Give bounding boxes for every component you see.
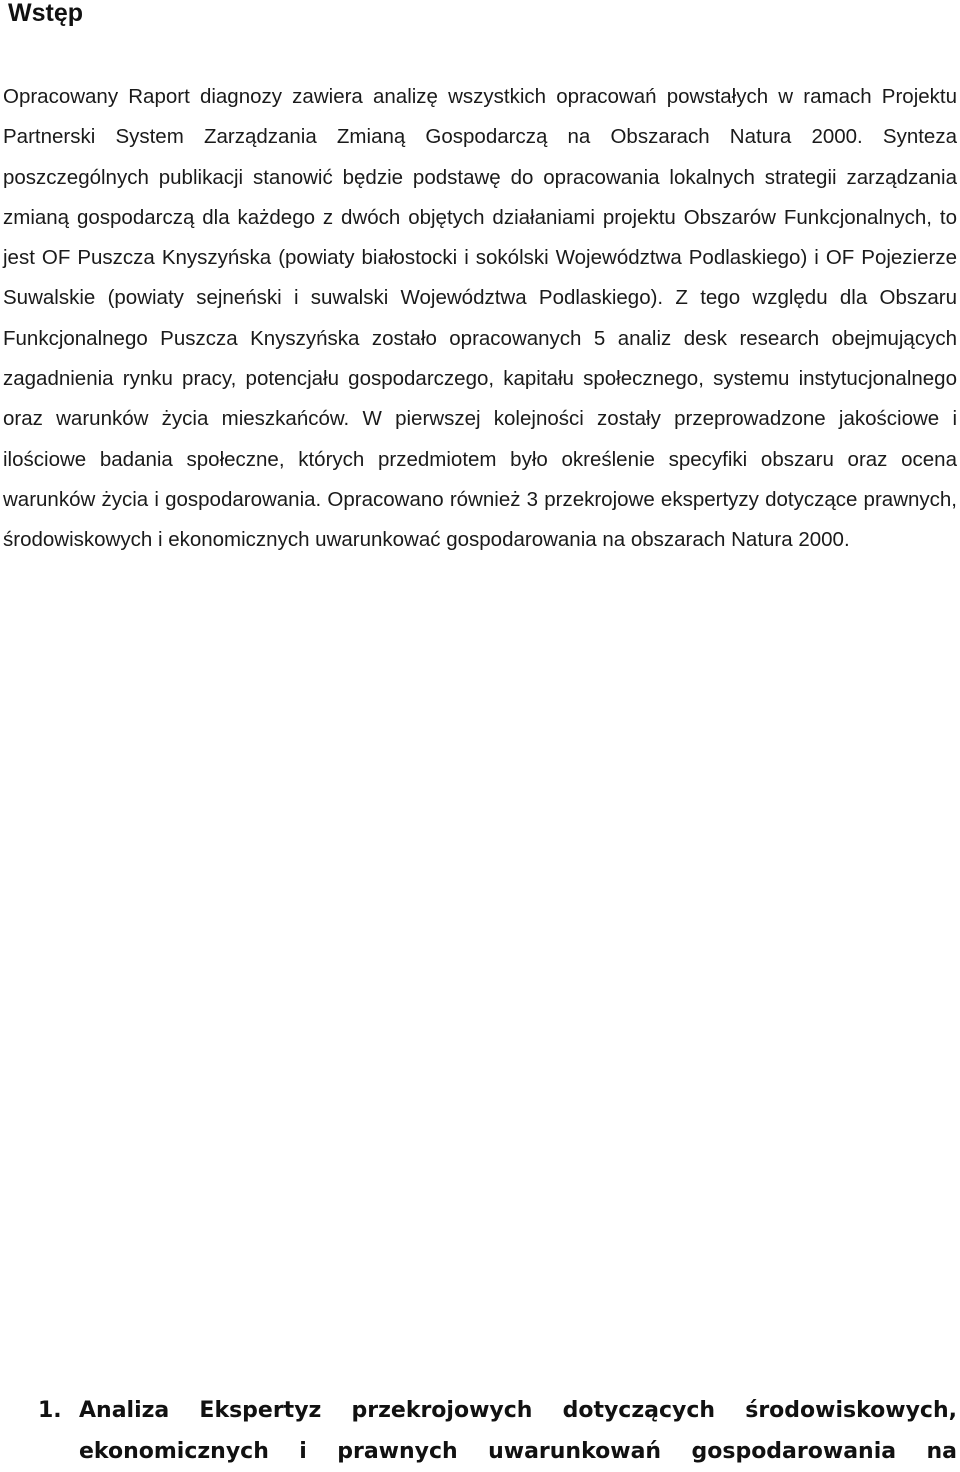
intro-paragraph: Opracowany Raport diagnozy zawiera analizę wszystkich opracowań powstałych w ramach Projektu Partnerski System Zarządzania Zmianą Gospodarczą na Obszarach Natura 2000. Synteza poszczególnych publikacji stanowić będzie podstawę do opracowania lokalnych strategii zarządzania zmianą gospodarczą dla każdego z dwóch objętych działaniami projektu Obszarów Funkcjonalnych, to jest OF Puszcza Knyszyńska (powiaty białostocki i sokólski Województwa Podlaskiego) i OF Pojezierze Suwalskie (powiaty sejneński i suwalski Województwa Podlaskiego). Z tego względu dla Obszaru Funkcjonalnego Puszcza Knyszyńska zostało opracowanych 5 analiz desk research obejmujących zagadnienia rynku pracy, potencjału gospodarczego, kapitału społecznego, systemu instytucjonalnego oraz warunków życia mieszkańców. W pierwszej kolejności zostały przeprowadzone jakościowe i ilościowe badania społeczne, których przedmiotem było określenie specyfiki obszaru oraz ocena warunków życia i gospodarowania. Opracowano również 3 przekrojowe ekspertyzy dotyczące prawnych, środowiskowych i ekonomicznych uwarunkować gospodarowania na obszarach Natura 2000. xyxy=(3,85,957,552)
section-number: 1. xyxy=(38,1398,62,1423)
section-heading xyxy=(38,1390,957,1472)
page-heading: Wstęp xyxy=(8,0,83,27)
section-title: Analiza Ekspertyz przekrojowych dotyczących środowiskowych, ekonomicznych i prawnych uwarunkowań gospodarowania na xyxy=(79,1398,957,1464)
